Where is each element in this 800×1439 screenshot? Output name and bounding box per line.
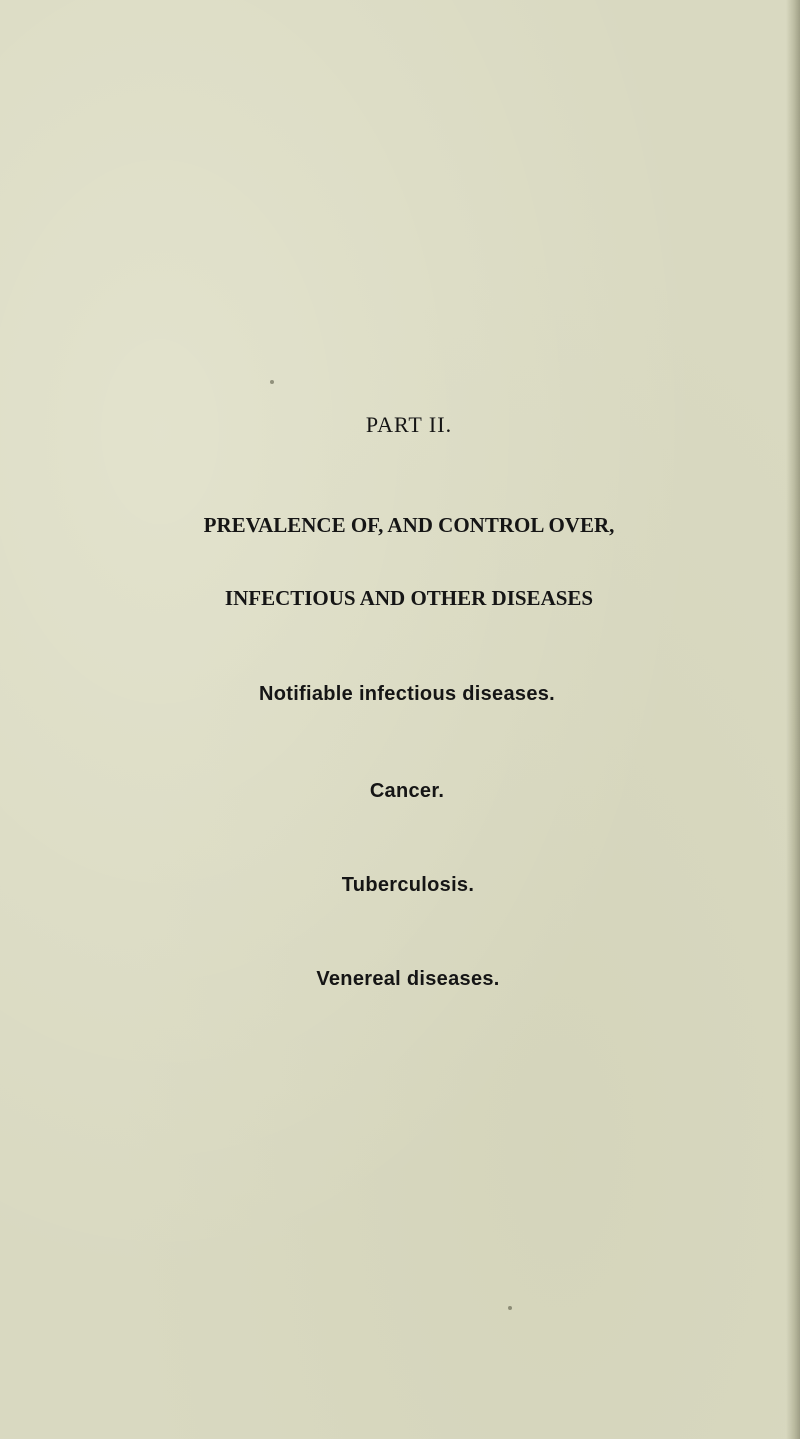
topic-notifiable-infectious-diseases: Notifiable infectious diseases. <box>258 683 556 705</box>
paper-speck <box>270 380 274 384</box>
paper-speck <box>508 1306 512 1310</box>
part-title: PART II. <box>365 412 453 437</box>
page-edge-shadow <box>786 0 800 1439</box>
topic-venereal-diseases: Venereal diseases. <box>316 968 500 990</box>
section-heading-line-2: INFECTIOUS AND OTHER DISEASES <box>224 586 594 610</box>
section-heading-line-1: PREVALENCE OF, AND CONTROL OVER, <box>203 513 615 537</box>
topic-cancer: Cancer. <box>369 780 445 802</box>
topic-tuberculosis: Tuberculosis. <box>341 874 475 896</box>
